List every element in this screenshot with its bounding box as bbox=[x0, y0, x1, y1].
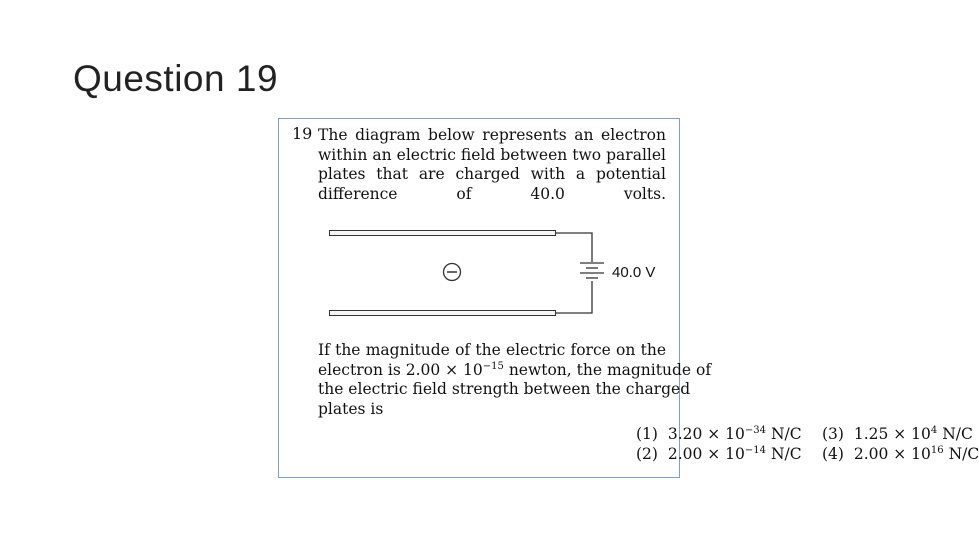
choice-2[interactable]: (2) $2.00 \times 10^{-14}$ N/C bbox=[636, 445, 802, 463]
choice-4[interactable]: (4) $2.00 \times 10^{16}$ N/C bbox=[822, 445, 979, 463]
intro-line: plates that are charged with a potential bbox=[318, 165, 666, 183]
force-exponent: −15 bbox=[482, 360, 504, 372]
choice-1[interactable]: (1) $3.20 \times 10^{-34}$ N/C bbox=[636, 425, 802, 443]
intro-line: within an electric field between two parallel bbox=[318, 145, 666, 164]
body-line-force bbox=[318, 360, 712, 381]
battery-icon bbox=[580, 263, 604, 278]
force-suffix: newton, the magnitude of bbox=[503, 360, 712, 379]
electron-icon bbox=[444, 264, 461, 281]
slide-title: Question 19 bbox=[73, 58, 279, 99]
question-number: 19 bbox=[292, 124, 313, 143]
voltage-label: 40.0 V bbox=[612, 264, 656, 281]
body-line: If the magnitude of the electric force on the bbox=[318, 341, 666, 359]
question-body bbox=[318, 341, 712, 419]
intro-line: The diagram below represents an electron bbox=[318, 126, 666, 144]
wire-bottom bbox=[556, 281, 592, 313]
body-line: the electric field strength between the charged bbox=[318, 380, 691, 398]
force-text: electron is 2.00 × 10 bbox=[318, 360, 483, 379]
choice-3[interactable]: (3) $1.25 \times 10^4$ N/C bbox=[822, 425, 973, 443]
intro-line: difference of 40.0 volts. bbox=[318, 184, 666, 203]
wire-top bbox=[556, 233, 592, 262]
body-line: plates is bbox=[318, 399, 384, 418]
